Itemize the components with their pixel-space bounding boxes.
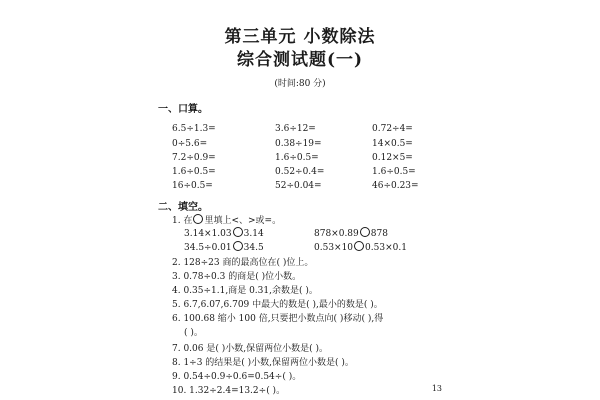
fill-item-6-cont: ( )。: [184, 328, 203, 338]
compare-circle-icon[interactable]: [233, 241, 243, 251]
oral-item: 0.38÷19=: [275, 139, 322, 149]
fill-item-6: 6. 100.68 缩小 100 倍,只要把小数点向( )移动( ),得: [172, 314, 384, 324]
compare-circle-icon[interactable]: [193, 214, 203, 224]
fill-item-8: 8. 1÷3 的结果是( )小数,保留两位小数是( )。: [172, 358, 354, 368]
section-heading-fill: 二、填空。: [158, 202, 208, 213]
oral-item: 3.6÷12=: [275, 124, 316, 134]
compare-item: [184, 227, 264, 239]
compare-item: [314, 227, 388, 239]
fill-item-4: 4. 0.35÷1.1,商是 0.31,余数是( )。: [172, 286, 318, 296]
oral-item: 7.2÷0.9=: [172, 153, 216, 163]
compare-left: 34.5÷0.01: [184, 243, 232, 253]
compare-left: 3.14×1.03: [184, 229, 232, 239]
fill-item-9: 9. 0.54÷0.9÷0.6=0.54÷( )。: [172, 372, 302, 382]
fill-item-3: 3. 0.78÷0.3 的商是( )位小数。: [172, 272, 302, 282]
compare-item: [314, 241, 407, 253]
oral-item: 14×0.5=: [372, 139, 413, 149]
compare-right: 0.53×0.1: [365, 243, 407, 253]
oral-item: 1.6÷0.5=: [372, 167, 416, 177]
unit-title: 第三单元 小数除法: [224, 27, 376, 47]
compare-right: 3.14: [243, 229, 264, 239]
oral-item: 0.72÷4=: [372, 124, 413, 134]
compare-circle-icon[interactable]: [233, 227, 243, 237]
test-subtitle: 综合测试题(一): [236, 50, 364, 70]
item-text: 里填上<、>或=。: [204, 216, 282, 226]
item-text: 1. 在: [172, 216, 193, 226]
fill-item-7: 7. 0.06 是( )小数,保留两位小数是( )。: [172, 344, 328, 354]
fill-item-10: 10. 1.32÷2.4=13.2÷( )。: [172, 386, 286, 396]
compare-circle-icon[interactable]: [360, 227, 370, 237]
fill-item-5: 5. 6.7,6.07,6.709 中最大的数是( ),最小的数是( )。: [172, 300, 383, 310]
compare-right: 878: [370, 229, 388, 239]
oral-item: 0.12×5=: [372, 153, 413, 163]
compare-right: 34.5: [243, 243, 264, 253]
oral-item: 0÷5.6=: [172, 139, 208, 149]
compare-item: [184, 241, 264, 253]
fill-item-1: [172, 213, 281, 226]
oral-item: 46÷0.23=: [372, 181, 419, 191]
oral-item: 1.6÷0.5=: [275, 153, 319, 163]
oral-item: 1.6÷0.5=: [172, 167, 216, 177]
compare-left: 0.53×10: [314, 243, 354, 253]
fill-item-2: 2. 128÷23 商的最高位在( )位上。: [172, 258, 314, 268]
page-number: 13: [431, 384, 442, 393]
oral-item: 6.5÷1.3=: [172, 124, 216, 134]
oral-item: 16÷0.5=: [172, 181, 213, 191]
compare-circle-icon[interactable]: [354, 241, 364, 251]
section-heading-oral: 一、口算。: [158, 104, 208, 115]
compare-left: 878×0.89: [314, 229, 359, 239]
oral-item: 52÷0.04=: [275, 181, 322, 191]
oral-item: 0.52÷0.4=: [275, 167, 325, 177]
time-limit: (时间:80 分): [274, 79, 326, 89]
